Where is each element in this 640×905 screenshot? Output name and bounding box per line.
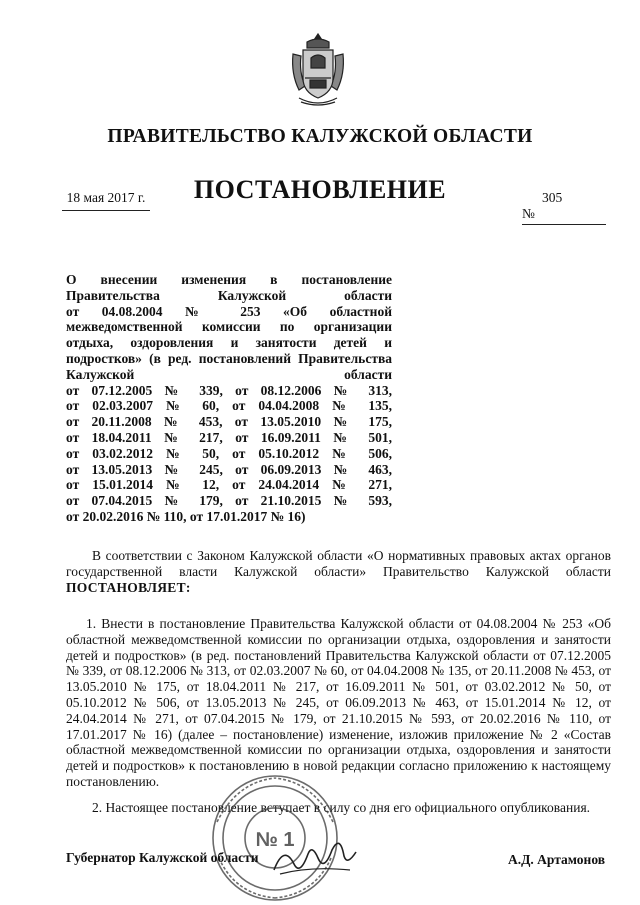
official-seal-stamp-icon [205,770,345,905]
decree-subject [66,272,392,525]
decree-date: 18 мая 2017 г. [62,190,150,211]
stamp-number: № 1 [255,829,295,851]
signatory-name: А.Д. Артамонов [508,852,606,867]
subject-line: от 07.04.2015 № 179, от 21.10.2015 № 593, [66,493,392,509]
resolves-heading: ПОСТАНОВЛЯЕТ: [66,579,191,595]
kaluga-coat-of-arms-icon [289,32,347,106]
document-type: ПОСТАНОВЛЕНИЕ [193,175,447,204]
handwritten-signature-icon [270,840,360,880]
preamble-paragraph [66,548,611,595]
subject-line: подростков» (в ред. постановлений Правительства [66,350,392,366]
subject-line: от 15.01.2014 № 12, от 24.04.2014 № 271, [66,477,392,493]
subject-line: от 07.12.2005 № 339, от 08.12.2006 № 313, [66,382,392,398]
subject-line: от 13.05.2013 № 245, от 06.09.2013 № 463, [66,461,392,477]
subject-line: О внесении изменения в постановление [66,272,392,287]
subject-line: от 20.02.2016 № 110, от 17.01.2017 № 16) [66,508,306,524]
clause-1: 1. Внести в постановление Правительства Калужской области от 04.08.2004 № 253 «Об областной межведомственной комиссии по организации отдыха, оздоровления и занятости детей и подростков» (в ред. постановлений Правительства Калужской области от 07.12.2005 № 339, от 08.12.2006 № 313, от 02.03.2007 № 60, от 04.04.2008 № 135, от 20.11.2008 № 453, от 13.05.2010 № 175, от 18.04.2011 № 217, от 16.09.2011 № 501, от 03.02.2012 № 50, от 05.10.2012 № 506, от 13.05.2013 № 245, от 06.09.2013 № 463, от 15.01.2014 № 12, от 24.04.2014 № 271, от 07.04.2015 № 179, от 21.10.2015 № 593, от 20.02.2016 № 110, от 17.01.2017 № 16) (далее – постановление) изменение, изложив приложение № 2 «Состав областной межведомственной комиссии по организации отдыха, оздоровления и занятости детей и подростков» к постановлению в новой редакции согласно приложению к настоящему постановлению. [66,616,611,789]
preamble-text: В соответствии с Законом Калужской области «О нормативных правовых актах органов государственной власти Калужской области» Правительство Калужской области [66,548,611,579]
subject-line: отдыха, оздоровления и занятости детей и [66,335,392,351]
subject-line: Калужской области [66,366,392,382]
decree-number: 305 [542,190,563,205]
subject-line: межведомственной комиссии по организации [66,319,392,335]
government-title: ПРАВИТЕЛЬСТВО КАЛУЖСКОЙ ОБЛАСТИ [107,126,533,147]
subject-line: от 03.02.2012 № 50, от 05.10.2012 № 506, [66,445,392,461]
number-label: № [522,206,606,225]
subject-line: от 20.11.2008 № 453, от 13.05.2010 № 175, [66,414,392,430]
subject-line: от 18.04.2011 № 217, от 16.09.2011 № 501, [66,429,392,445]
subject-line: от 02.03.2007 № 60, от 04.04.2008 № 135, [66,398,392,414]
signatory-position: Губернатор Калужской области [66,850,259,865]
subject-line: от 04.08.2004 № 253 «Об областной [66,303,392,319]
clause-2: 2. Настоящее постановление вступает в силу со дня его официального опубликования. [92,800,591,815]
subject-line: Правительства Калужской области [66,287,392,303]
